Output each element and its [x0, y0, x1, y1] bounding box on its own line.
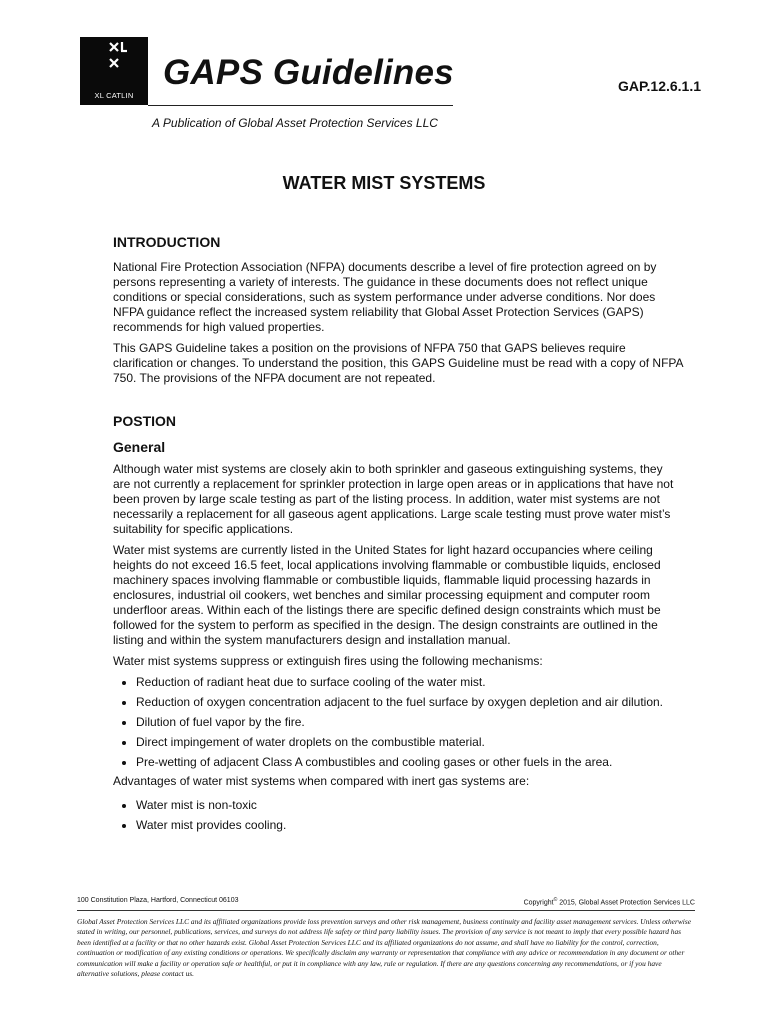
position-heading: POSTION: [113, 413, 177, 429]
footer-divider: [77, 910, 695, 911]
advantage-item: • Water mist is non-toxic: [136, 798, 683, 813]
mechanism-item: • Pre-wetting of adjacent Class A combustibles and cooling gases or other fuels in the area.: [136, 755, 683, 770]
copyright-mark: ©: [553, 897, 558, 903]
mechanism-item: • Reduction of radiant heat due to surface cooling of the water mist.: [136, 675, 683, 690]
footer-copyright: [524, 897, 695, 906]
advantages-intro: Advantages of water mist systems when compared with inert gas systems are:: [113, 774, 530, 788]
mechanism-item: • Direct impingement of water droplets on the combustible material.: [136, 735, 683, 750]
footer-address: 100 Constitution Plaza, Hartford, Connecticut 06103: [77, 897, 239, 904]
document-body: [113, 234, 683, 838]
general-subheading: General: [113, 439, 166, 455]
document-code: GAP.12.6.1.1: [618, 78, 702, 94]
copyright-suffix: 2015, Global Asset Protection Services LLC: [557, 899, 695, 907]
advantages-list: [113, 798, 683, 833]
mechanisms-intro: Water mist systems suppress or extinguish fires using the following mechanisms:: [113, 654, 543, 668]
position-paragraph: Water mist systems are currently listed in the United States for light hazard occupancies where ceiling heights do not exceed 16.5 feet, local applications involving flammable or combustible liquids, enclosed machinery spaces involving flammable or combustible liquids, flammable liquid processing hazards in enclosures, industrial oil cookers, wet benches and similar processing equipment and computer room underfloor areas. Within each of the listings there are specific defined design constraints which must be followed for the system to perform as specified in the design. The design constraints are outlined in the listing and within the system manufacturers design and installation manual.: [113, 543, 661, 647]
header-divider: [148, 105, 453, 106]
legal-disclaimer: Global Asset Protection Services LLC and its affiliated organizations provide loss prevention surveys and other risk management, business continuity and facility asset management services. Unless otherwise stated in writing, our personnel, publications, services, and surveys do not address life safety or third party liability issues. The provision of any service is not meant to imply that every possible hazard has been identified at a facility or that no other hazards exist. Global Asset Protection Services LLC and its affiliated organizations do not assume, and shall have no liability for the control, correction, continuation or modification of any existing conditions or operations. We specifically disclaim any warranty or representation that compliance with any advice or recommendation in any document or other communication will make a facility or operation safe or healthful, or put it in compliance with any law, rule or regulation. If there are any questions concerning any recommendations, or if you have alternative solutions, please contact us.: [77, 917, 691, 979]
brand-title: GAPS Guidelines: [163, 53, 454, 92]
advantage-item: • Water mist provides cooling.: [136, 818, 683, 833]
position-paragraph: Although water mist systems are closely akin to both sprinkler and gaseous extinguishing systems, they are not currently a replacement for sprinkler protection in large open areas or in applications that have not been proven by large scale testing as part of the listing process. In addition, water mist systems are not necessarily a replacement for all gaseous agent applications. Large scale testing must prove water mist’s suitability for specific applications.: [113, 462, 674, 536]
introduction-paragraph: National Fire Protection Association (NFPA) documents describe a level of fire protection agreed on by persons representing a variety of interests. The guidance in these documents does not reflect unique conditions or special considerations, such as system performance under adverse conditions. Nor does NFPA guidance reflect the increased system reliability that Global Asset Protection Services (GAPS) recommends for high valued properties.: [113, 260, 657, 334]
xl-catlin-logo: [80, 37, 148, 105]
mechanism-item: • Reduction of oxygen concentration adjacent to the fuel surface by oxygen depletion and air dilution.: [136, 695, 683, 710]
mechanisms-list: [113, 675, 683, 770]
publication-subtitle: A Publication of Global Asset Protection Services LLC: [152, 116, 438, 130]
document-title: WATER MIST SYSTEMS: [282, 173, 486, 193]
copyright-prefix: Copyright: [523, 899, 554, 907]
introduction-paragraph: This GAPS Guideline takes a position on the provisions of NFPA 750 that GAPS believes require clarification or changes. To understand the position, this GAPS Guideline must be read with a copy of NFPA 750. The provisions of the NFPA document are not repeated.: [113, 341, 683, 385]
introduction-heading: INTRODUCTION: [113, 234, 221, 250]
mechanism-item: • Dilution of fuel vapor by the fire.: [136, 715, 683, 730]
logo-text: XL CATLIN: [94, 91, 134, 100]
